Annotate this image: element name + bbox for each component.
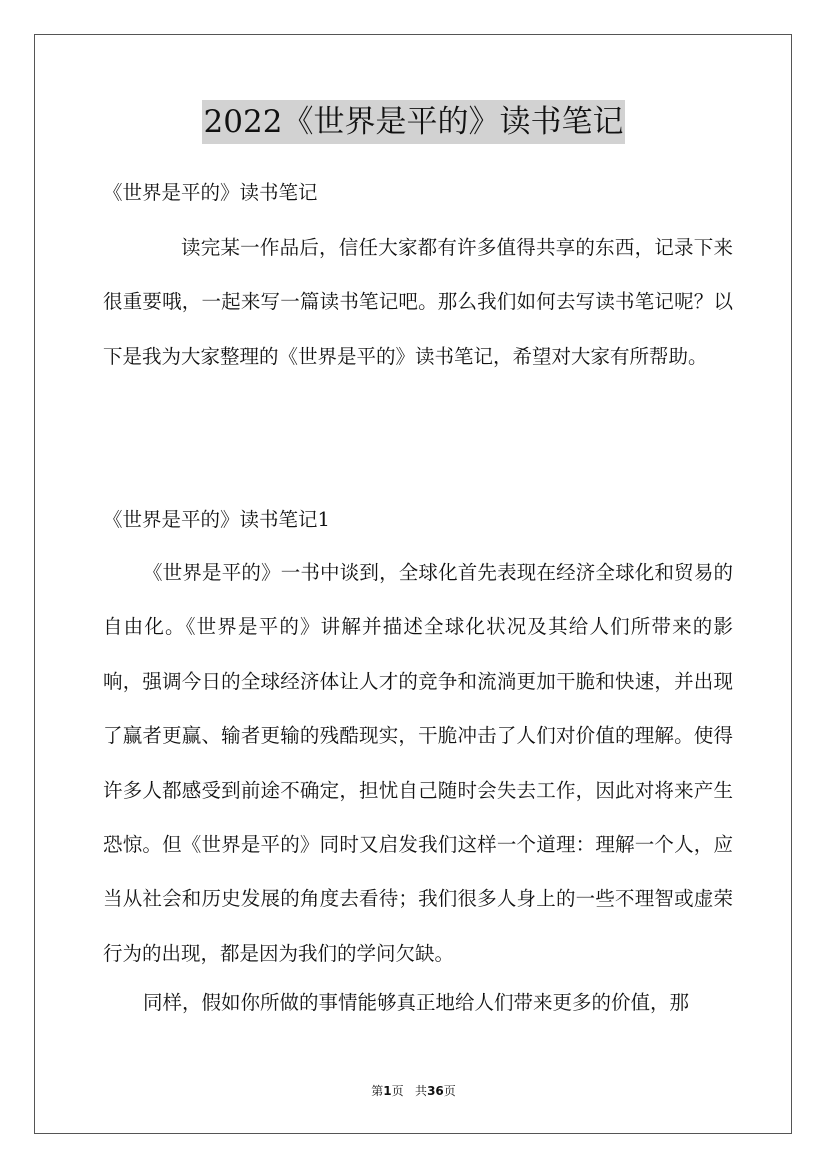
page-footer	[0, 1082, 827, 1100]
total-pages: 36	[427, 1084, 444, 1098]
title-container	[0, 100, 827, 144]
intro-paragraph: 读完某一作品后，信任大家都有许多值得共享的东西，记录下来很重要哦，一起来写一篇读书笔记吧。那么我们如何去写读书笔记呢？以下是我为大家整理的《世界是平的》读书笔记，希望对大家有所帮助。	[103, 236, 733, 368]
page-prefix: 第	[371, 1084, 384, 1098]
section-heading: 《世界是平的》读书笔记1	[103, 508, 330, 531]
page-number: 1	[383, 1084, 392, 1098]
page-suffix: 页	[391, 1084, 404, 1098]
total-prefix: 共	[415, 1084, 428, 1098]
document-subtitle: 《世界是平的》读书笔记	[103, 181, 318, 204]
total-suffix: 页	[443, 1084, 456, 1098]
body-paragraph-2: 同样，假如你所做的事情能够真正地给人们带来更多的价值，那	[143, 991, 690, 1014]
body-paragraph-1: 《世界是平的》一书中谈到，全球化首先表现在经济全球化和贸易的自由化。《世界是平的》讲解并描述全球化状况及其给人们所带来的影响，强调今日的全球经济体让人才的竞争和流淌更加干脆和快速，并出现了赢者更赢、输者更输的残酷现实，干脆冲击了人们对价值的理解。使得许多人都感受到前途不确定，担忧自己随时会失去工作，因此对将来产生恐惊。但《世界是平的》同时又启发我们这样一个道理：理解一个人，应当从社会和历史发展的角度去看待；我们很多人身上的一些不理智或虚荣行为的出现，都是因为我们的学问欠缺。	[103, 561, 733, 965]
document-title: 2022《世界是平的》读书笔记	[202, 100, 626, 144]
